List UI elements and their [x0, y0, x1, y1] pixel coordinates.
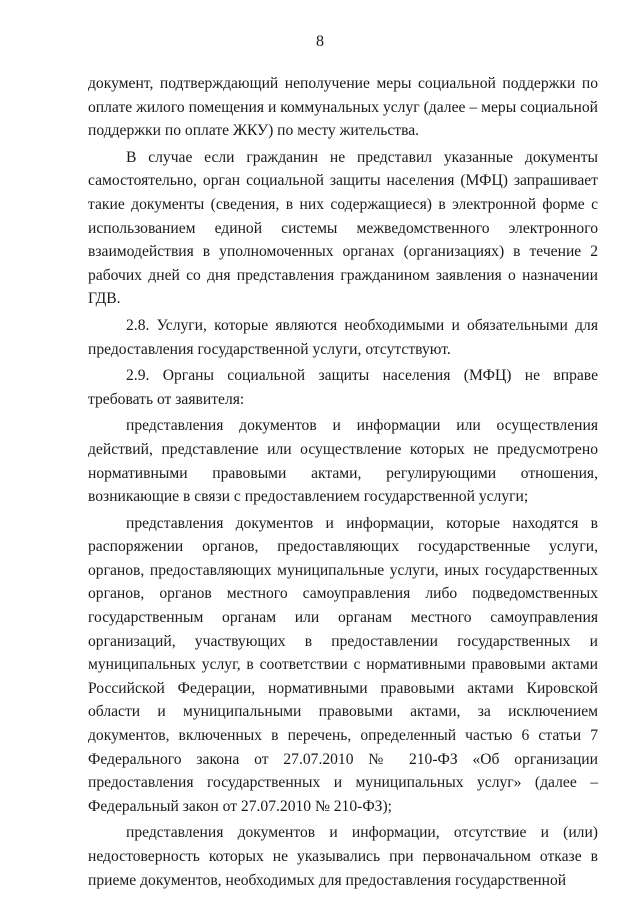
- list-item-documents-not-indicated: представления документов и информации, отсутствие и (или) недостоверность которых не указывались при первоначальном отказе в приеме документов, необходимых для предоставления государственной: [88, 824, 598, 889]
- page-number: 8: [316, 33, 324, 50]
- paragraph-interagency-request: В случае если гражданин не представил указанные документы самостоятельно, орган социальной защиты населения (МФЦ) запрашивает такие документы (сведения, в них содержащиеся) в электронной форме с использованием единой системы межведомственного электронного взаимодействия в уполномоченных органах (организациях) в течение 2 рабочих дней со дня представления гражданином заявления о назначении ГДВ.: [88, 148, 598, 308]
- list-item-documents-held-by-agencies: представления документов и информации, которые находятся в распоряжении органов, предоставляющих государственные услуги, органов, предоставляющих муниципальные услуги, иных государственных органов, органов местного самоуправления либо подведомственных государственным органам или органам местного самоуправления организаций, участвующих в предоставлении государственных и муниципальных услуг, в соответствии с нормативными правовыми актами Российской Федерации, нормативными правовыми актами Кировской области и муниципальными правовыми актами, за исключением документов, включенных в перечень, определенный частью 6 статьи 7 Федерального закона от 27.07.2010 № 210-ФЗ «Об организации предоставления государственных и муниципальных услуг» (далее – Федеральный закон от 27.07.2010 № 210-ФЗ);: [88, 514, 598, 815]
- paragraph-2-9: 2.9. Органы социальной защиты населения (МФЦ) не вправе требовать от заявителя:: [88, 367, 598, 408]
- paragraph-proof-of-non-receipt: документ, подтверждающий неполучение меры социальной поддержки по оплате жилого помещения и коммунальных услуг (далее – меры социальной поддержки по оплате ЖКУ) по месту жительства.: [88, 75, 598, 140]
- paragraph-2-8: 2.8. Услуги, которые являются необходимыми и обязательными для предоставления государственной услуги, отсутствуют.: [88, 316, 598, 358]
- list-item-actions-not-required: представления документов и информации или осуществления действий, представление или осуществление которых не предусмотрено нормативными правовыми актами, регулирующими отношения, возникающие в связи с предоставлением государственной услуги;: [88, 417, 598, 506]
- document-body: [88, 72, 598, 892]
